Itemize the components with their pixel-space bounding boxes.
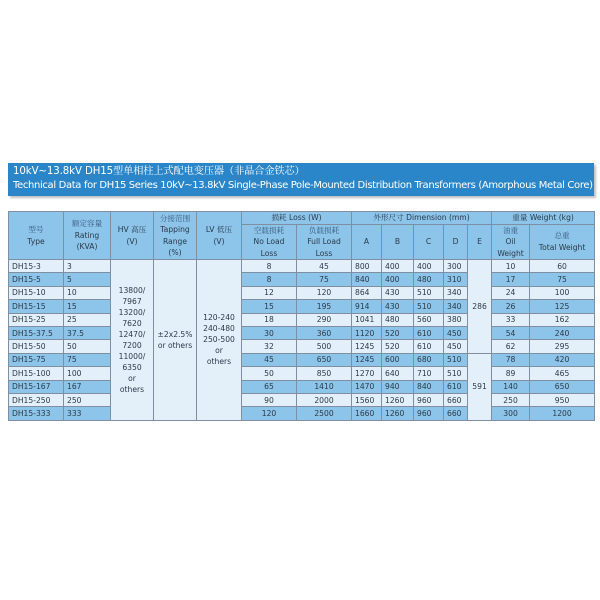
header-oil-weight	[492, 224, 530, 260]
header-rating-cn: 额定容量	[71, 219, 103, 229]
table-row	[9, 393, 595, 406]
cell-hv-merged-line: 13200/	[118, 307, 146, 317]
cell-dim-d: 450	[444, 340, 468, 353]
cell-total-weight: 75	[530, 273, 595, 286]
table-row	[9, 380, 595, 393]
table-row	[9, 300, 595, 313]
cell-dim-c: 960	[414, 407, 444, 420]
cell-fullload-loss: 650	[297, 353, 352, 366]
cell-oil-weight: 62	[492, 340, 530, 353]
cell-fullload-loss: 75	[297, 273, 352, 286]
cell-total-weight: 295	[530, 340, 595, 353]
cell-dim-d: 310	[444, 273, 468, 286]
cell-fullload-loss: 360	[297, 326, 352, 339]
header-dim-e: E	[468, 224, 492, 260]
header-weight-group: 重量 Weight (kg)	[492, 212, 595, 225]
cell-noload-loss: 120	[242, 407, 297, 420]
header-fullload-en: Full Load	[307, 237, 341, 246]
cell-dim-a: 1120	[352, 326, 382, 339]
cell-tapping-merged	[154, 260, 197, 421]
cell-dim-a: 914	[352, 300, 382, 313]
cell-total-weight: 100	[530, 286, 595, 299]
cell-oil-weight: 24	[492, 286, 530, 299]
cell-oil-weight: 33	[492, 313, 530, 326]
cell-dim-a: 1560	[352, 393, 382, 406]
cell-tapping-merged-line: ±2x2.5%	[157, 329, 193, 339]
title-banner	[8, 163, 594, 196]
cell-type: DH15-5	[9, 273, 64, 286]
title-chinese: 10kV~13.8kV DH15型单相柱上式配电变压器（非晶合金铁芯）	[13, 166, 305, 177]
header-type	[9, 212, 64, 260]
cell-dim-d: 660	[444, 393, 468, 406]
cell-dim-a: 1041	[352, 313, 382, 326]
header-noload-en: No Load	[253, 237, 285, 246]
cell-dim-e-group2: 591	[468, 353, 492, 420]
cell-noload-loss: 90	[242, 393, 297, 406]
cell-type: DH15-15	[9, 300, 64, 313]
table-row	[9, 273, 595, 286]
cell-dim-d: 380	[444, 313, 468, 326]
table-row	[9, 260, 595, 273]
cell-total-weight: 650	[530, 380, 595, 393]
cell-oil-weight: 26	[492, 300, 530, 313]
header-tapping-unit: (%)	[168, 248, 182, 257]
cell-rating: 50	[64, 340, 111, 353]
cell-noload-loss: 65	[242, 380, 297, 393]
cell-dim-c: 840	[414, 380, 444, 393]
cell-noload-loss: 15	[242, 300, 297, 313]
cell-rating: 333	[64, 407, 111, 420]
header-oil-en: Oil	[505, 237, 516, 246]
header-hv-unit: (V)	[126, 236, 138, 246]
cell-rating: 75	[64, 353, 111, 366]
cell-dim-c: 560	[414, 313, 444, 326]
cell-oil-weight: 140	[492, 380, 530, 393]
cell-rating: 15	[64, 300, 111, 313]
cell-total-weight: 465	[530, 367, 595, 380]
cell-oil-weight: 89	[492, 367, 530, 380]
cell-hv-merged-line: 12470/	[118, 329, 146, 339]
header-noload	[242, 224, 297, 260]
cell-rating: 250	[64, 393, 111, 406]
cell-noload-loss: 30	[242, 326, 297, 339]
cell-dim-d: 340	[444, 286, 468, 299]
cell-hv-merged-line: 13800/	[118, 285, 146, 295]
cell-dim-b: 1260	[382, 407, 414, 420]
table-row	[9, 367, 595, 380]
cell-dim-c: 400	[414, 260, 444, 273]
cell-hv-merged-line: or	[128, 373, 136, 383]
cell-dim-b: 640	[382, 367, 414, 380]
cell-hv-merged-line: others	[119, 384, 145, 394]
cell-hv-merged-line: 7967	[122, 296, 142, 306]
table-row	[9, 326, 595, 339]
table-row	[9, 313, 595, 326]
cell-type: DH15-75	[9, 353, 64, 366]
header-total-weight	[530, 224, 595, 260]
cell-noload-loss: 8	[242, 260, 297, 273]
cell-dim-b: 430	[382, 286, 414, 299]
cell-dim-a: 1270	[352, 367, 382, 380]
cell-dim-c: 610	[414, 340, 444, 353]
cell-dim-b: 520	[382, 326, 414, 339]
header-oil-en2: Weight	[497, 248, 524, 258]
cell-fullload-loss: 195	[297, 300, 352, 313]
header-dim-a: A	[352, 224, 382, 260]
table-row	[9, 353, 595, 366]
cell-dim-c: 680	[414, 353, 444, 366]
cell-lv-merged-line: others	[206, 357, 232, 367]
cell-rating: 37.5	[64, 326, 111, 339]
cell-dim-c: 610	[414, 326, 444, 339]
cell-dim-b: 600	[382, 353, 414, 366]
cell-type: DH15-3	[9, 260, 64, 273]
cell-dim-a: 800	[352, 260, 382, 273]
cell-total-weight: 162	[530, 313, 595, 326]
header-dimension-group: 外形尺寸 Dimension (mm)	[352, 212, 492, 225]
cell-tapping-merged-line: or others	[157, 340, 193, 350]
cell-type: DH15-167	[9, 380, 64, 393]
cell-type: DH15-250	[9, 393, 64, 406]
table-row	[9, 407, 595, 420]
cell-dim-d: 660	[444, 407, 468, 420]
cell-fullload-loss: 2000	[297, 393, 352, 406]
header-type-en: Type	[27, 236, 45, 246]
cell-dim-b: 1260	[382, 393, 414, 406]
header-dim-b: B	[382, 224, 414, 260]
cell-total-weight: 420	[530, 353, 595, 366]
cell-hv-merged-line: 7200	[122, 340, 142, 350]
cell-dim-b: 940	[382, 380, 414, 393]
header-rating-en: Rating	[74, 230, 100, 240]
cell-fullload-loss: 1410	[297, 380, 352, 393]
cell-oil-weight: 17	[492, 273, 530, 286]
table-body	[9, 260, 595, 421]
cell-rating: 3	[64, 260, 111, 273]
table-row	[9, 286, 595, 299]
header-dim-d: D	[444, 224, 468, 260]
cell-rating: 167	[64, 380, 111, 393]
cell-dim-c: 710	[414, 367, 444, 380]
header-total-en: Total Weight	[538, 242, 586, 252]
cell-total-weight: 950	[530, 393, 595, 406]
header-tapping-en: Tapping	[160, 225, 190, 234]
cell-noload-loss: 32	[242, 340, 297, 353]
cell-hv-merged-line: 7620	[122, 318, 142, 328]
cell-rating: 5	[64, 273, 111, 286]
header-oil-cn: 油重	[502, 225, 519, 235]
cell-dim-a: 864	[352, 286, 382, 299]
cell-noload-loss: 50	[242, 367, 297, 380]
header-type-cn: 型号	[28, 225, 44, 234]
cell-dim-b: 400	[382, 260, 414, 273]
cell-type: DH15-100	[9, 367, 64, 380]
cell-hv-merged	[111, 260, 154, 421]
cell-noload-loss: 8	[242, 273, 297, 286]
cell-dim-a: 1245	[352, 340, 382, 353]
cell-lv-merged	[197, 260, 242, 421]
cell-oil-weight: 10	[492, 260, 530, 273]
cell-total-weight: 60	[530, 260, 595, 273]
cell-oil-weight: 78	[492, 353, 530, 366]
cell-total-weight: 240	[530, 326, 595, 339]
cell-dim-c: 510	[414, 300, 444, 313]
cell-type: DH15-25	[9, 313, 64, 326]
header-tapping-cn: 分接范围	[159, 213, 191, 223]
header-hv	[111, 212, 154, 260]
cell-lv-merged-line: 250-500	[203, 335, 235, 345]
header-noload-en2: Loss	[260, 248, 278, 258]
cell-type: DH15-50	[9, 340, 64, 353]
header-lv	[197, 212, 242, 260]
header-tapping-en2: Range	[162, 236, 188, 246]
cell-dim-b: 480	[382, 313, 414, 326]
cell-type: DH15-333	[9, 407, 64, 420]
title-english: Technical Data for DH15 Series 10kV~13.8kV Single-Phase Pole-Mounted Distribution Transformers (Amorphous Metal Core)	[13, 180, 593, 191]
header-hv-label: HV 高压	[117, 225, 147, 234]
cell-lv-merged-line: 120-240	[203, 313, 235, 323]
cell-dim-a: 1245	[352, 353, 382, 366]
cell-dim-b: 400	[382, 273, 414, 286]
header-fullload	[297, 224, 352, 260]
cell-fullload-loss: 500	[297, 340, 352, 353]
cell-oil-weight: 250	[492, 393, 530, 406]
cell-total-weight: 125	[530, 300, 595, 313]
cell-fullload-loss: 850	[297, 367, 352, 380]
cell-dim-d: 300	[444, 260, 468, 273]
cell-hv-merged-line: 6350	[122, 362, 142, 372]
header-noload-cn: 空载损耗	[253, 225, 285, 235]
cell-fullload-loss: 45	[297, 260, 352, 273]
technical-data-table	[8, 211, 595, 421]
cell-dim-d: 340	[444, 300, 468, 313]
cell-rating: 100	[64, 367, 111, 380]
cell-oil-weight: 54	[492, 326, 530, 339]
header-fullload-cn: 负载损耗	[308, 225, 340, 235]
cell-dim-b: 520	[382, 340, 414, 353]
cell-oil-weight: 300	[492, 407, 530, 420]
cell-dim-d: 510	[444, 367, 468, 380]
cell-fullload-loss: 2500	[297, 407, 352, 420]
header-rating	[64, 212, 111, 260]
cell-dim-a: 840	[352, 273, 382, 286]
cell-dim-c: 510	[414, 286, 444, 299]
cell-rating: 25	[64, 313, 111, 326]
header-rating-unit: (KVA)	[76, 242, 98, 252]
cell-dim-d: 610	[444, 380, 468, 393]
cell-dim-d: 510	[444, 353, 468, 366]
cell-dim-e-group1: 286	[468, 260, 492, 354]
header-lv-unit: (V)	[213, 236, 225, 246]
header-row-group	[9, 212, 595, 225]
header-total-cn: 总重	[554, 231, 570, 241]
cell-noload-loss: 45	[242, 353, 297, 366]
cell-lv-merged-line: 240-480	[203, 324, 235, 334]
cell-dim-a: 1470	[352, 380, 382, 393]
cell-dim-c: 960	[414, 393, 444, 406]
cell-noload-loss: 12	[242, 286, 297, 299]
cell-dim-d: 450	[444, 326, 468, 339]
cell-dim-b: 430	[382, 300, 414, 313]
cell-lv-merged-line: or	[215, 346, 223, 356]
cell-noload-loss: 18	[242, 313, 297, 326]
header-dim-c: C	[414, 224, 444, 260]
cell-fullload-loss: 120	[297, 286, 352, 299]
cell-rating: 10	[64, 286, 111, 299]
cell-hv-merged-line: 11000/	[118, 351, 146, 361]
header-tapping	[154, 212, 197, 260]
cell-type: DH15-10	[9, 286, 64, 299]
header-fullload-en2: Loss	[315, 248, 333, 258]
table-row	[9, 340, 595, 353]
header-lv-label: LV 低压	[205, 225, 233, 234]
cell-dim-c: 480	[414, 273, 444, 286]
cell-total-weight: 1200	[530, 407, 595, 420]
cell-fullload-loss: 290	[297, 313, 352, 326]
cell-dim-a: 1660	[352, 407, 382, 420]
header-loss-group: 损耗 Loss (W)	[242, 212, 352, 225]
cell-type: DH15-37.5	[9, 326, 64, 339]
